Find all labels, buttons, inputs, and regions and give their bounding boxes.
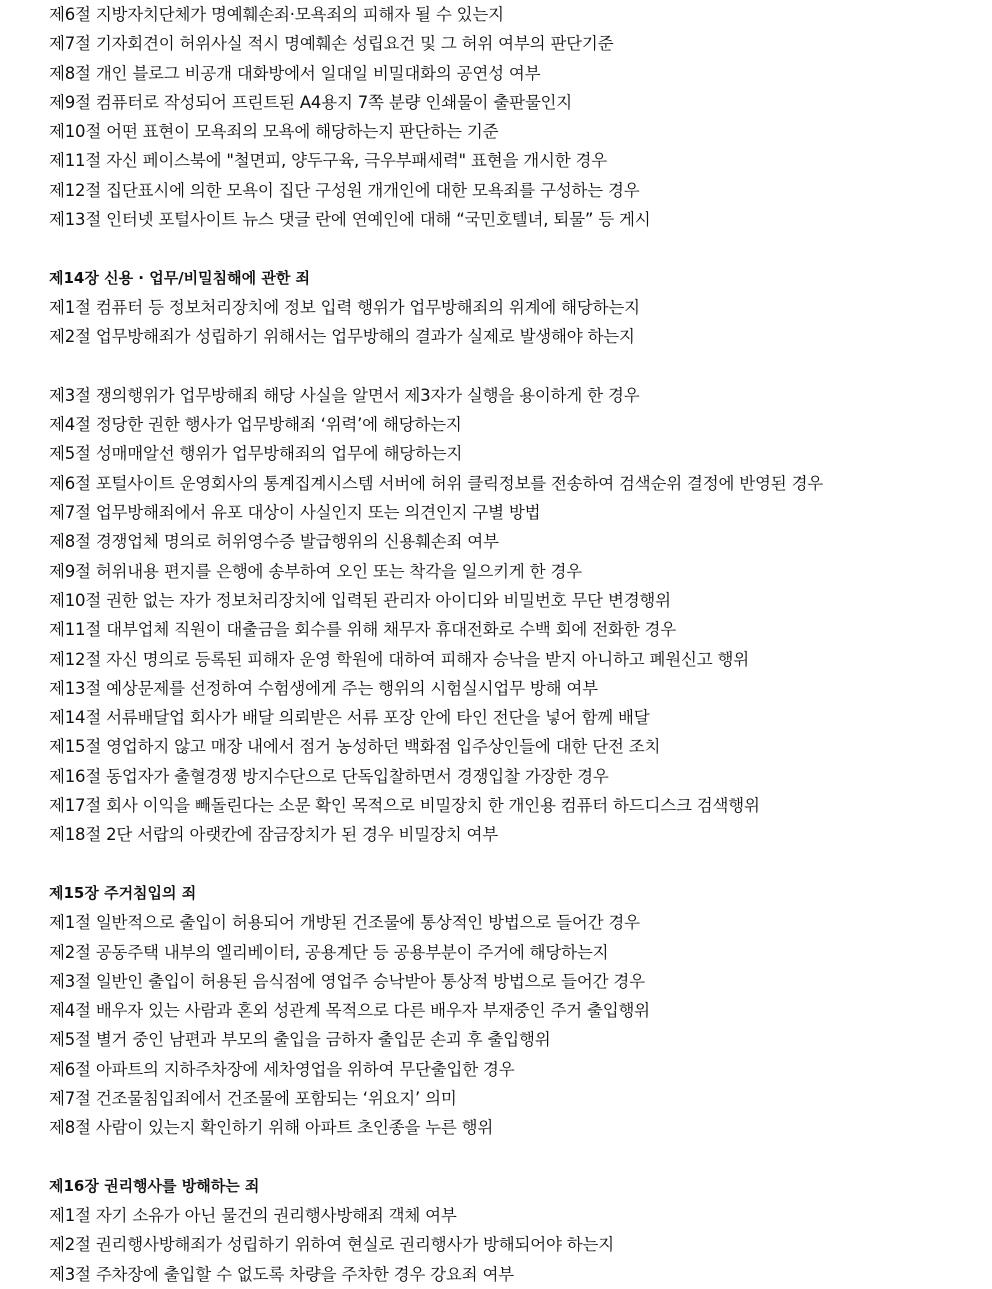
section-item: 제2절 권리행사방해죄가 성립하기 위하여 현실로 권리행사가 방해되어야 하는지 xyxy=(49,1235,614,1255)
chapter-heading: 제15장 주거침입의 죄 xyxy=(49,883,197,902)
section-item: 제5절 성매매알선 행위가 업무방해죄의 업무에 해당하는지 xyxy=(49,444,463,464)
section-item: 제16절 동업자가 출혈경쟁 방지수단으로 단독입찰하면서 경쟁입찰 가장한 경우 xyxy=(49,766,609,786)
section-item: 제9절 허위내용 편지를 은행에 송부하여 오인 또는 착각을 일으키게 한 경우 xyxy=(49,561,582,581)
section-item: 제15절 영업하지 않고 매장 내에서 점거 농성하던 백화점 입주상인들에 대한 단전 조치 xyxy=(49,737,661,757)
section-item: 제4절 정당한 권한 행사가 업무방해죄 ‘위력’에 해당하는지 xyxy=(49,415,462,435)
section-item: 제11절 대부업체 직원이 대출금을 회수를 위해 채무자 휴대전화로 수백 회에 전화한 경우 xyxy=(49,620,676,640)
section-item: 제8절 개인 블로그 비공개 대화방에서 일대일 비밀대화의 공연성 여부 xyxy=(49,63,541,83)
section-item: 제5절 별거 중인 남편과 부모의 출입을 금하자 출입문 손괴 후 출입행위 xyxy=(49,1030,551,1050)
section-item: 제1절 일반적으로 출입이 허용되어 개방된 건조물에 통상적인 방법으로 들어간 경우 xyxy=(49,913,640,933)
chapter-15 xyxy=(49,879,992,1143)
chapter-heading: 제16장 권리행사를 방해하는 죄 xyxy=(49,1176,260,1195)
section-item: 제10절 권한 없는 자가 정보처리장치에 입력된 관리자 아이디와 비밀번호 무단 변경행위 xyxy=(49,590,671,610)
section-item: 제13절 예상문제를 선정하여 수험생에게 주는 행위의 시험실시업무 방해 여부 xyxy=(49,678,598,698)
section-item: 제3절 일반인 출입이 허용된 음식점에 영업주 승낙받아 통상적 방법으로 들어간 경우 xyxy=(49,971,645,991)
section-item: 제17절 회사 이익을 빼돌린다는 소문 확인 목적으로 비밀장치 한 개인용 컴퓨터 하드디스크 검색행위 xyxy=(49,796,760,816)
section-item: 제8절 경쟁업체 명의로 허위영수증 발급행위의 신용훼손죄 여부 xyxy=(49,532,499,552)
chapter-14-continued xyxy=(49,381,992,850)
section-item: 제3절 주차장에 출입할 수 없도록 차량을 주차한 경우 강요죄 여부 xyxy=(49,1264,514,1284)
section-item: 제12절 집단표시에 의한 모욕이 집단 구성원 개개인에 대한 모욕죄를 구성하는 경우 xyxy=(49,180,640,200)
section-item: 제9절 컴퓨터로 작성되어 프린트된 A4용지 7쪽 분량 인쇄물이 출판물인지 xyxy=(49,92,573,112)
section-item: 제12절 자신 명의로 등록된 피해자 운영 학원에 대하여 피해자 승낙을 받지 아니하고 폐원신고 행위 xyxy=(49,649,749,669)
chapter-16 xyxy=(49,1172,992,1289)
section-item: 제7절 업무방해죄에서 유포 대상이 사실인지 또는 의견인지 구별 방법 xyxy=(49,503,541,523)
spacer xyxy=(49,1143,992,1172)
section-item: 제3절 쟁의행위가 업무방해죄 해당 사실을 알면서 제3자가 실행을 용이하게 한 경우 xyxy=(49,385,640,405)
section-item: 제1절 자기 소유가 아닌 물건의 권리행사방해죄 객체 여부 xyxy=(49,1206,457,1226)
spacer xyxy=(49,234,992,263)
section-item: 제4절 배우자 있는 사람과 혼외 성관계 목적으로 다른 배우자 부재중인 주거 출입행위 xyxy=(49,1001,650,1021)
section-item: 제11절 자신 페이스북에 "철면피, 양두구육, 극우부패세력" 표현을 개시한 경우 xyxy=(49,151,607,171)
section-item: 제6절 포털사이트 운영회사의 통계집계시스템 서버에 허위 클릭정보를 전송하여 검색순위 결정에 반영된 경우 xyxy=(49,473,824,493)
section-item: 제6절 아파트의 지하주차장에 세차영업을 위하여 무단출입한 경우 xyxy=(49,1059,515,1079)
section-item: 제7절 기자회견이 허위사실 적시 명예훼손 성립요건 및 그 허위 여부의 판단기준 xyxy=(49,34,614,54)
chapter-14 xyxy=(49,264,992,352)
section-item: 제2절 업무방해죄가 성립하기 위해서는 업무방해의 결과가 실제로 발생해야 하는지 xyxy=(49,327,635,347)
chapter-heading: 제14장 신용 · 업무/비밀침해에 관한 죄 xyxy=(49,268,311,287)
section-item: 제8절 사람이 있는지 확인하기 위해 아파트 초인종을 누른 행위 xyxy=(49,1118,494,1138)
section-item: 제1절 컴퓨터 등 정보처리장치에 정보 입력 행위가 업무방해죄의 위계에 해당하는지 xyxy=(49,297,640,317)
section-item: 제7절 건조물침입죄에서 건조물에 포함되는 ‘위요지’ 의미 xyxy=(49,1088,457,1108)
spacer xyxy=(49,850,992,879)
spacer xyxy=(49,352,992,381)
section-item: 제6절 지방자치단체가 명예훼손죄·모욕죄의 피해자 될 수 있는지 xyxy=(49,5,504,24)
section-item: 제10절 어떤 표현이 모욕죄의 모욕에 해당하는지 판단하는 기준 xyxy=(49,122,499,142)
section-item: 제2절 공동주택 내부의 엘리베이터, 공용계단 등 공용부분이 주거에 해당하는지 xyxy=(49,942,609,962)
section-item: 제13절 인터넷 포털사이트 뉴스 댓글 란에 연예인에 대해 “국민호텔녀, 퇴물” 등 게시 xyxy=(49,210,651,230)
section-item: 제14절 서류배달업 회사가 배달 의뢰받은 서류 포장 안에 타인 전단을 넣어 함께 배달 xyxy=(49,708,650,728)
section-item: 제18절 2단 서랍의 아랫칸에 잠금장치가 된 경우 비밀장치 여부 xyxy=(49,825,498,845)
section-continued xyxy=(49,0,992,234)
